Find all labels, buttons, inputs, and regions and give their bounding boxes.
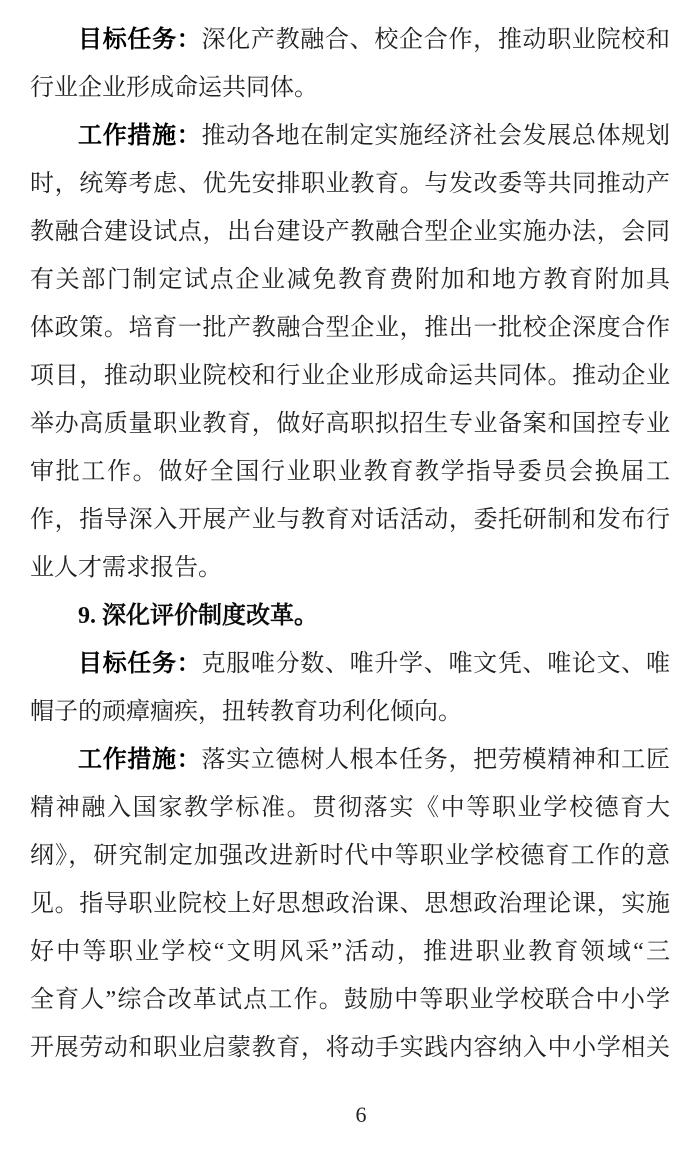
text-line [30, 112, 670, 160]
body-text: 项目，推动职业院校和行业企业形成命运共同体。推动企业 [30, 363, 670, 389]
text-line [30, 928, 670, 976]
text-line [30, 16, 670, 64]
body-text: 行业企业形成命运共同体。 [30, 75, 318, 101]
body-text: 全育人”综合改革试点工作。鼓励中等职业学校联合中小学 [30, 987, 670, 1013]
text-line [30, 832, 670, 880]
body-text: 克服唯分数、唯升学、唯文凭、唯论文、唯 [201, 651, 670, 677]
text-line [30, 400, 670, 448]
paragraph-label: 工作措施： [78, 746, 202, 773]
text-line [30, 160, 670, 208]
text-line [30, 1024, 670, 1072]
body-text: 精神融入国家教学标准。贯彻落实《中等职业学校德育大 [30, 795, 670, 821]
page-footer [0, 1098, 700, 1132]
body-text: 体政策。培育一批产教融合型企业，推出一批校企深度合作 [30, 315, 670, 341]
body-text: 深化产教融合、校企合作，推动职业院校和 [201, 27, 670, 53]
body-text: 见。指导职业院校上好思想政治课、思想政治理论课，实施 [30, 891, 670, 917]
body-text: 教融合建设试点，出台建设产教融合型企业实施办法，会同 [30, 219, 670, 245]
paragraph-label: 目标任务： [78, 650, 202, 677]
text-line [30, 448, 670, 496]
section-heading [30, 592, 670, 640]
text-line [30, 496, 670, 544]
text-line [30, 256, 670, 304]
text-line [30, 736, 670, 784]
body-text: 推动各地在制定实施经济社会发展总体规划 [201, 123, 670, 149]
paragraph-label: 工作措施： [78, 122, 202, 149]
text-line [30, 880, 670, 928]
text-line [30, 640, 670, 688]
body-text: 好中等职业学校“文明风采”活动，推进职业教育领域“三 [30, 939, 670, 965]
text-line [30, 304, 670, 352]
body-text: 业人才需求报告。 [30, 555, 222, 581]
document-body [30, 16, 670, 1072]
body-text: 审批工作。做好全国行业职业教育教学指导委员会换届工 [30, 459, 670, 485]
paragraph-label: 目标任务： [78, 26, 202, 53]
body-text: 时，统筹考虑、优先安排职业教育。与发改委等共同推动产 [30, 171, 670, 197]
body-text: 帽子的顽瘴痼疾，扭转教育功利化倾向。 [30, 699, 462, 725]
text-line [30, 64, 670, 112]
body-text: 纲》，研究制定加强改进新时代中等职业学校德育工作的意 [30, 843, 670, 869]
section-heading-text: 9. 深化评价制度改革。 [78, 603, 318, 629]
text-line [30, 976, 670, 1024]
text-line [30, 688, 670, 736]
body-text: 有关部门制定试点企业减免教育费附加和地方教育附加具 [30, 267, 670, 293]
text-line [30, 544, 670, 592]
text-line [30, 784, 670, 832]
body-text: 开展劳动和职业启蒙教育，将动手实践内容纳入中小学相关 [30, 1035, 670, 1061]
text-line [30, 352, 670, 400]
text-line [30, 208, 670, 256]
body-text: 落实立德树人根本任务，把劳模精神和工匠 [201, 747, 670, 773]
page-number: 6 [355, 1102, 367, 1127]
body-text: 作，指导深入开展产业与教育对话活动，委托研制和发布行 [30, 507, 670, 533]
body-text: 举办高质量职业教育，做好高职拟招生专业备案和国控专业 [30, 411, 670, 437]
